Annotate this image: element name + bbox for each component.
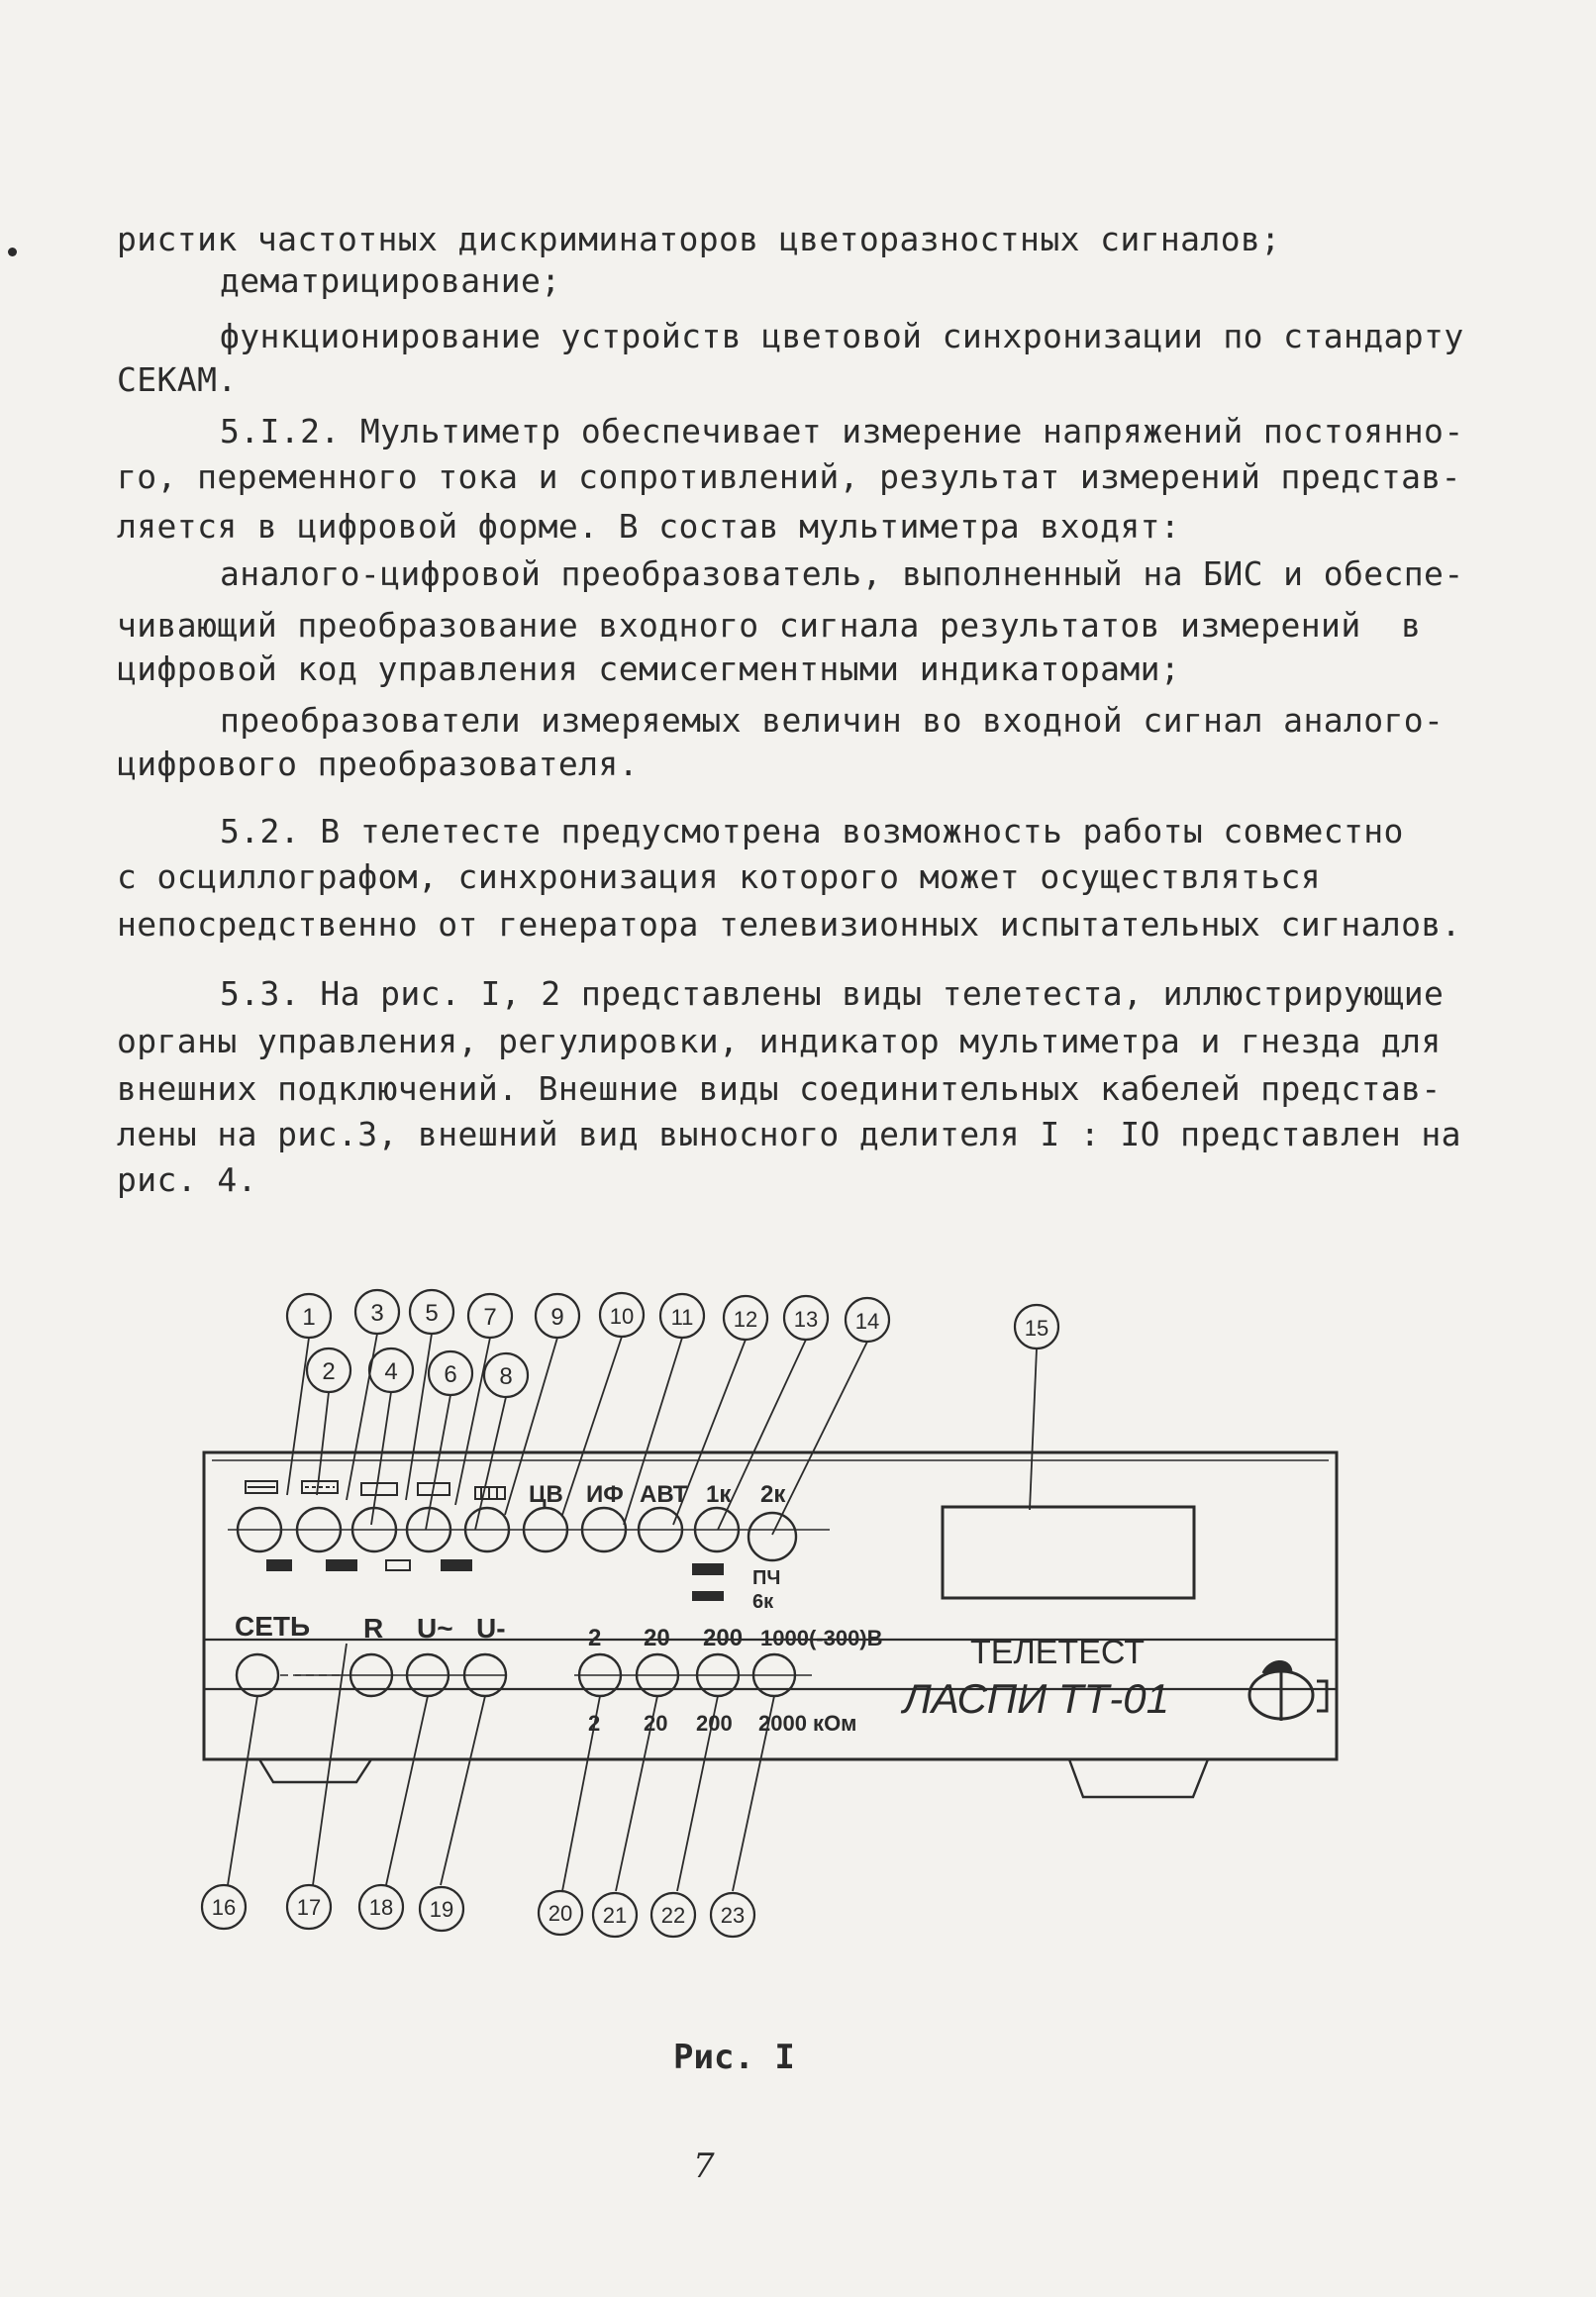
svg-text:6: 6 bbox=[444, 1361, 457, 1388]
svg-text:ТЕЛЕТЕСТ: ТЕЛЕТЕСТ bbox=[970, 1634, 1146, 1671]
text-line: цифровой код управления семисегментными индикаторами; bbox=[117, 649, 1181, 688]
callout-7 bbox=[468, 1294, 512, 1338]
callout-6 bbox=[429, 1351, 472, 1395]
svg-text:18: 18 bbox=[368, 1895, 394, 1920]
callout-5 bbox=[410, 1290, 453, 1334]
svg-text:1к: 1к bbox=[706, 1481, 732, 1508]
svg-text:4: 4 bbox=[384, 1358, 398, 1385]
callout-8 bbox=[484, 1353, 528, 1397]
text-line: дематрицирование; bbox=[220, 261, 561, 300]
callout-21 bbox=[593, 1893, 637, 1937]
svg-text:ИФ: ИФ bbox=[586, 1481, 624, 1508]
text-line: чивающий преобразование входного сигнала результатов измерений в bbox=[117, 606, 1422, 645]
svg-text:1000(-300)В: 1000(-300)В bbox=[760, 1626, 883, 1650]
text-line: преобразователи измеряемых величин во входной сигнал аналого- bbox=[220, 701, 1445, 740]
svg-text:2: 2 bbox=[322, 1358, 336, 1385]
callout-12 bbox=[724, 1296, 767, 1340]
svg-text:ПЧ: ПЧ bbox=[752, 1567, 781, 1589]
callout-9 bbox=[536, 1294, 579, 1338]
svg-text:ЦВ: ЦВ bbox=[529, 1481, 563, 1508]
callout-18 bbox=[359, 1885, 403, 1929]
svg-text:19: 19 bbox=[429, 1897, 454, 1922]
text-line: рис. 4. bbox=[117, 1160, 257, 1199]
callout-16 bbox=[202, 1885, 246, 1929]
svg-text:АВТ: АВТ bbox=[640, 1481, 688, 1508]
text-line: 5.I.2. Мультиметр обеспечивает измерение напряжений постоянно- bbox=[220, 412, 1464, 450]
text-line: ристик частотных дискриминаторов цветоразностных сигналов; bbox=[117, 220, 1281, 258]
bottom-range-labels bbox=[588, 1711, 856, 1736]
callout-11 bbox=[660, 1294, 704, 1338]
svg-text:17: 17 bbox=[296, 1895, 322, 1920]
svg-text:ЛАСПИ ТТ-01: ЛАСПИ ТТ-01 bbox=[903, 1675, 1169, 1722]
svg-text:1: 1 bbox=[302, 1304, 316, 1331]
svg-text:21: 21 bbox=[602, 1903, 628, 1928]
svg-text:11: 11 bbox=[670, 1305, 694, 1330]
svg-text:2: 2 bbox=[588, 1625, 602, 1651]
callout-23 bbox=[711, 1893, 754, 1937]
svg-text:22: 22 bbox=[660, 1903, 686, 1928]
text-line: внешних подключений. Внешние виды соединительных кабелей представ- bbox=[117, 1069, 1442, 1108]
bottom-leaders bbox=[228, 1644, 774, 1891]
svg-text:15: 15 bbox=[1024, 1316, 1049, 1341]
text-line: непосредственно от генератора телевизионных испытательных сигналов. bbox=[117, 905, 1461, 944]
callout-2 bbox=[307, 1348, 350, 1392]
svg-text:8: 8 bbox=[499, 1363, 513, 1390]
svg-text:200: 200 bbox=[696, 1711, 733, 1736]
svg-text:12: 12 bbox=[733, 1307, 758, 1332]
text-line: аналого-цифровой преобразователь, выполненный на БИС и обеспе- bbox=[220, 554, 1464, 593]
svg-text:13: 13 bbox=[793, 1307, 819, 1332]
svg-text:200: 200 bbox=[703, 1625, 744, 1651]
svg-text:20: 20 bbox=[644, 1711, 668, 1736]
svg-text:2000 кОм: 2000 кОм bbox=[758, 1711, 857, 1736]
text-line: органы управления, регулировки, индикатор мультиметра и гнезда для bbox=[117, 1022, 1442, 1060]
top-callouts bbox=[287, 1290, 1058, 1397]
text-line: ляется в цифровой форме. В состав мультиметра входят: bbox=[117, 507, 1181, 546]
callout-14 bbox=[846, 1298, 889, 1342]
svg-text:5: 5 bbox=[425, 1300, 439, 1327]
svg-text:R: R bbox=[363, 1613, 384, 1644]
logo-icon bbox=[1249, 1661, 1327, 1721]
figure-caption: Рис. I bbox=[673, 2038, 795, 2077]
callout-10 bbox=[600, 1293, 644, 1337]
svg-text:20: 20 bbox=[644, 1625, 670, 1651]
callout-22 bbox=[651, 1893, 695, 1937]
svg-text:14: 14 bbox=[854, 1309, 880, 1334]
text-line: функционирование устройств цветовой синхронизации по стандарту bbox=[220, 317, 1464, 355]
svg-text:7: 7 bbox=[483, 1304, 497, 1331]
text-line: 5.2. В телетесте предусмотрена возможность работы совместно bbox=[220, 812, 1404, 850]
callout-3 bbox=[355, 1290, 399, 1334]
svg-text:2: 2 bbox=[588, 1711, 601, 1736]
callout-17 bbox=[287, 1885, 331, 1929]
top-buttons bbox=[228, 1508, 830, 1560]
text-line: с осциллографом, синхронизация которого может осуществляться bbox=[117, 857, 1322, 896]
bottom-callouts bbox=[202, 1885, 754, 1937]
mid-labels bbox=[235, 1611, 883, 1651]
svg-text:3: 3 bbox=[370, 1300, 384, 1327]
text-line: цифрового преобразователя. bbox=[117, 745, 639, 783]
svg-text:6к: 6к bbox=[752, 1591, 774, 1613]
text-line: 5.3. На рис. I, 2 представлены виды телетеста, иллюстрирующие bbox=[220, 974, 1445, 1013]
text-line: СЕКАМ. bbox=[117, 360, 238, 399]
svg-text:16: 16 bbox=[211, 1895, 237, 1920]
callout-20 bbox=[539, 1891, 582, 1935]
svg-text:23: 23 bbox=[720, 1903, 746, 1928]
text-line: лены на рис.3, внешний вид выносного делителя I : IO представлен на bbox=[117, 1115, 1461, 1153]
text-line: го, переменного тока и сопротивлений, результат измерений представ- bbox=[117, 457, 1461, 496]
brand-block bbox=[900, 1634, 1169, 1722]
svg-text:U~: U~ bbox=[417, 1613, 453, 1644]
callout-4 bbox=[369, 1348, 413, 1392]
svg-text:20: 20 bbox=[548, 1901, 573, 1926]
multimeter-display bbox=[943, 1507, 1194, 1598]
callout-13 bbox=[784, 1296, 828, 1340]
callout-1 bbox=[287, 1294, 331, 1338]
callout-19 bbox=[420, 1887, 463, 1931]
page-number: 7 bbox=[693, 2147, 715, 2186]
svg-text:10: 10 bbox=[609, 1304, 635, 1329]
callout-15 bbox=[1015, 1305, 1058, 1348]
svg-text:2к: 2к bbox=[760, 1481, 786, 1508]
svg-text:СЕТЬ: СЕТЬ bbox=[235, 1611, 311, 1642]
svg-text:9: 9 bbox=[550, 1304, 564, 1331]
svg-text:U-: U- bbox=[476, 1613, 506, 1644]
